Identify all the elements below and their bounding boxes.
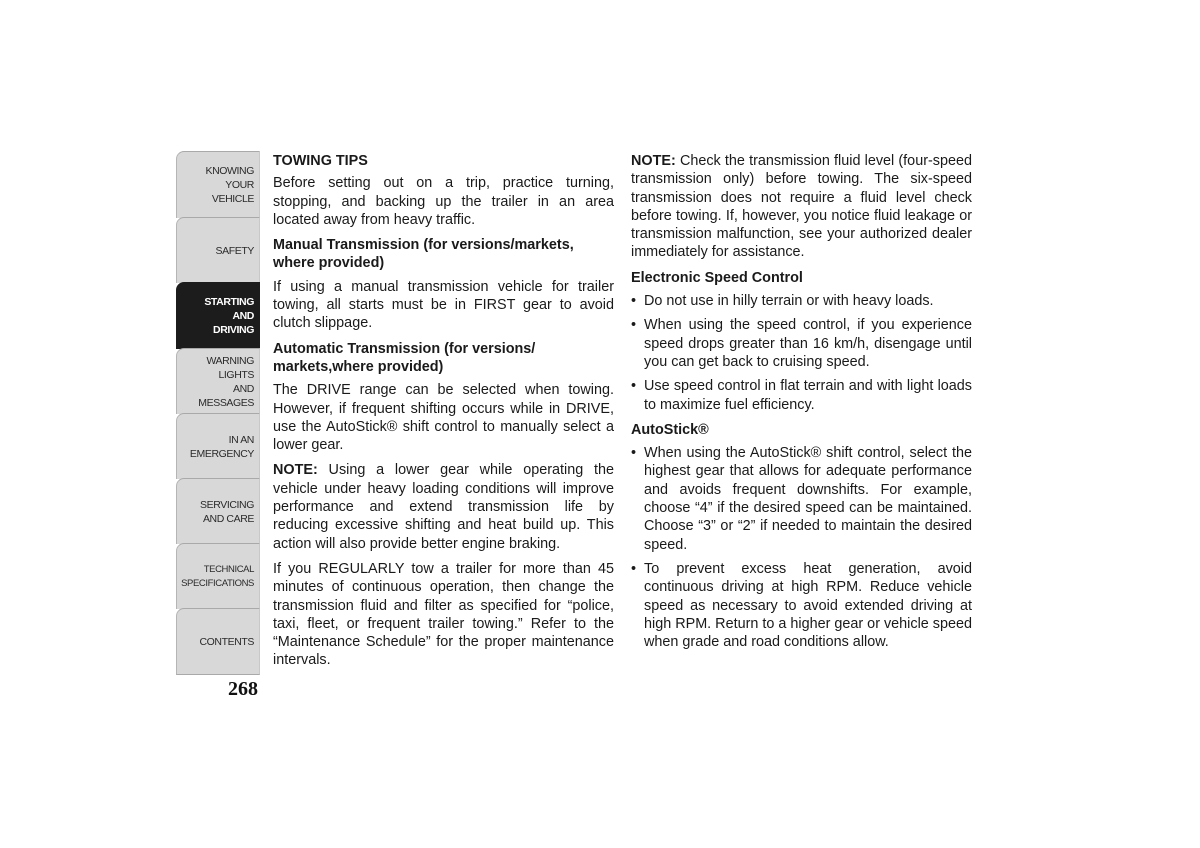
- tab-safety[interactable]: [176, 217, 260, 283]
- note-label: NOTE:: [631, 153, 676, 169]
- speed-control-list: [631, 292, 972, 414]
- tab-label: IN AN EMERGENCY: [189, 433, 254, 460]
- tab-knowing-your-vehicle[interactable]: [176, 151, 260, 218]
- tab-label: SERVICING AND CARE: [200, 498, 254, 525]
- manual-transmission-text: If using a manual transmission vehicle for trailer towing, all starts must be in FIRST gear to avoid clutch slippage.: [273, 278, 614, 332]
- towing-tips-heading: TOWING TIPS: [273, 153, 368, 169]
- list-item: • When using the speed control, if you experience speed drops greater than 16 km/h, disengage until you can get back to cruising speed.: [631, 316, 972, 371]
- tab-label: CONTENTS: [199, 635, 254, 648]
- tab-label: WARNING LIGHTS AND MESSAGES: [198, 354, 254, 409]
- right-column: [631, 152, 972, 658]
- autostick-list: [631, 444, 972, 651]
- list-item: • Do not use in hilly terrain or with heavy loads.: [631, 292, 972, 310]
- regular-towing-text: If you REGULARLY tow a trailer for more than 45 minutes of continuous operation, then change the transmission fluid and filter as specified for “police, taxi, fleet, or frequent trailer towing.” Refer to the “Maintenance Schedule” for the proper maintenance intervals.: [273, 560, 614, 669]
- tab-contents[interactable]: [176, 608, 260, 675]
- automatic-transmission-text: The DRIVE range can be selected when towing. However, if frequent shifting occurs while in DRIVE, use the AutoStick® shift control to manually select a lower gear.: [273, 382, 614, 454]
- left-column: [273, 152, 614, 677]
- note-label: NOTE:: [273, 462, 318, 479]
- towing-tips-intro: Before setting out on a trip, practice turning, stopping, and backing up the trailer in an area located away from heavy traffic.: [273, 175, 614, 228]
- list-item: • When using the AutoStick® shift control, select the highest gear that allows for adequate performance and avoids frequent downshifts. For example, choose “4” if the desired speed can be maintained. Choose “3” or “2” if needed to maintain the desired speed.: [631, 444, 972, 554]
- tab-starting-and-driving[interactable]: [176, 282, 260, 349]
- tab-label: KNOWING YOUR VEHICLE: [205, 165, 254, 205]
- list-item: • Use speed control in flat terrain and with light loads to maximize fuel efficiency.: [631, 377, 972, 414]
- list-item: • To prevent excess heat generation, avoid continuous driving at high RPM. Reduce vehicle speed as necessary to avoid extended driving at high RPM. Return to a higher gear or vehicle speed when grade and road conditions allow.: [631, 560, 972, 651]
- tab-technical-specifications[interactable]: [176, 543, 260, 609]
- tab-label: TECHNICAL SPECIFICATIONS: [181, 563, 254, 589]
- electronic-speed-control-heading: Electronic Speed Control: [631, 269, 803, 286]
- chapter-tab-strip: [176, 151, 262, 675]
- note-paragraph: [273, 461, 614, 552]
- note-text: Check the transmission fluid level (four-speed transmission only) before towing. The six-speed transmission does not require a fluid level check before towing. If, however, you notice fluid leakage or transmission malfunction, see your authorized dealer immediately for assistance.: [631, 153, 972, 261]
- automatic-transmission-heading: Automatic Transmission (for versions/ markets,where provided): [273, 340, 536, 375]
- tab-in-an-emergency[interactable]: [176, 413, 260, 479]
- tab-label: SAFETY: [215, 244, 254, 257]
- tab-warning-lights-and-messages[interactable]: [176, 348, 260, 414]
- manual-transmission-heading: Manual Transmission (for versions/markets, where provided): [273, 237, 574, 272]
- autostick-heading: AutoStick®: [631, 421, 709, 438]
- tab-servicing-and-care[interactable]: [176, 478, 260, 544]
- note-text: Using a lower gear while operating the vehicle under heavy loading conditions will improve performance and extend transmission life by reducing excessive shifting and heat build up. This action will also provide better engine braking.: [273, 462, 614, 552]
- tab-label: STARTING AND DRIVING: [204, 296, 254, 336]
- note-paragraph: [631, 152, 972, 262]
- page-number: 268: [228, 678, 258, 700]
